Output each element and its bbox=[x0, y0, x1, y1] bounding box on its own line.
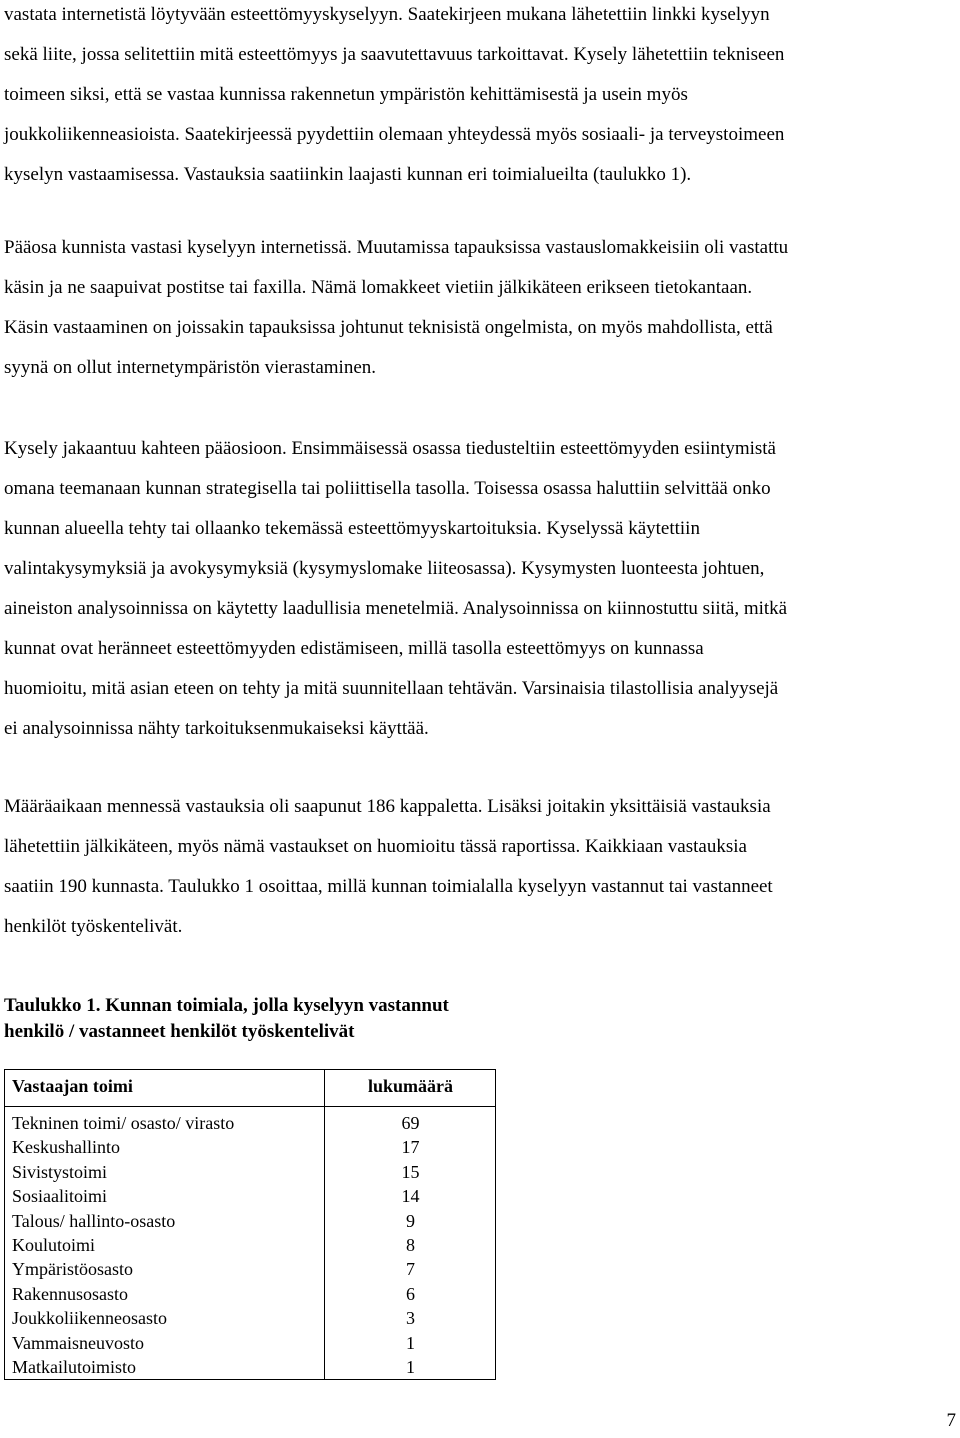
paragraph-line: Käsin vastaaminen on joissakin tapauksissa johtunut teknisistä ongelmista, on myös mahdollista, että bbox=[4, 317, 773, 338]
cell-count: 1 bbox=[406, 1332, 415, 1353]
paragraph-line: lähetettiin jälkikäteen, myös nämä vastaukset on huomioitu tässä raportissa. Kaikkiaan vastauksia bbox=[4, 836, 747, 857]
cell-count: 14 bbox=[401, 1186, 420, 1207]
table-row bbox=[5, 1257, 495, 1281]
cell-role: Joukkoliikenneosasto bbox=[12, 1308, 167, 1329]
paragraph-line: vastata internetistä löytyvään esteettömyyskyselyyn. Saatekirjeen mukana lähetettiin linkki kyselyyn bbox=[4, 4, 770, 25]
column-header-count: lukumäärä bbox=[367, 1076, 454, 1096]
table-row bbox=[5, 1135, 495, 1159]
cell-role: Matkailutoimisto bbox=[12, 1356, 136, 1377]
table-caption-line: henkilö / vastanneet henkilöt työskentelivät bbox=[4, 1021, 355, 1042]
paragraph-line: joukkoliikenneasioista. Saatekirjeessä pyydettiin olemaan yhteydessä myös sosiaali- ja terveystoimeen bbox=[4, 124, 785, 145]
table-row bbox=[5, 1306, 495, 1330]
paragraph-line: kunnat ovat heränneet esteettömyyden edistämiseen, millä tasolla esteettömyys on kunnassa bbox=[4, 638, 704, 659]
paragraph-line: ei analysoinnissa nähty tarkoituksenmukaiseksi käyttää. bbox=[4, 718, 429, 739]
data-table bbox=[4, 1069, 496, 1380]
paragraph-line: huomioitu, mitä asian eteen on tehty ja mitä suunnitellaan tehtävän. Varsinaisia tilastollisia analyysejä bbox=[4, 678, 779, 699]
cell-count: 7 bbox=[406, 1259, 415, 1280]
cell-count: 6 bbox=[406, 1283, 415, 1304]
paragraph-line: toimeen siksi, että se vastaa kunnissa rakennetun ympäristön kehittämisestä ja usein myös bbox=[4, 84, 688, 105]
cell-role: Sivistystoimi bbox=[12, 1161, 108, 1182]
cell-count: 1 bbox=[406, 1356, 415, 1377]
table-row bbox=[5, 1233, 495, 1257]
table-row bbox=[5, 1160, 495, 1184]
paragraph-4 bbox=[4, 787, 956, 947]
table-row bbox=[5, 1355, 495, 1379]
table-row bbox=[5, 1209, 495, 1233]
cell-role: Rakennusosasto bbox=[12, 1283, 128, 1304]
paragraph-line: henkilöt työskentelivät. bbox=[4, 916, 183, 937]
cell-role: Tekninen toimi/ osasto/ virasto bbox=[12, 1113, 235, 1133]
cell-count: 17 bbox=[401, 1137, 420, 1158]
paragraph-line: Kysely jakaantuu kahteen pääosioon. Ensimmäisessä osassa tiedusteltiin esteettömyyden esiintymistä bbox=[4, 438, 776, 459]
paragraph-3 bbox=[4, 429, 956, 749]
cell-role: Talous/ hallinto-osasto bbox=[12, 1210, 176, 1231]
paragraph-1 bbox=[4, 0, 956, 195]
column-header-role: Vastaajan toimi bbox=[12, 1076, 133, 1096]
cell-role: Ympäristöosasto bbox=[12, 1259, 133, 1280]
table-row bbox=[5, 1331, 495, 1355]
cell-count: 8 bbox=[406, 1234, 415, 1255]
cell-count: 9 bbox=[406, 1210, 415, 1231]
paragraph-line: saatiin 190 kunnasta. Taulukko 1 osoittaa, millä kunnan toimialalla kyselyyn vastannut tai vastanneet bbox=[4, 876, 773, 897]
table-caption bbox=[4, 993, 449, 1045]
table-header bbox=[5, 1070, 495, 1107]
cell-count: 3 bbox=[406, 1308, 415, 1329]
paragraph-line: kunnan alueella tehty tai ollaanko tekemässä esteettömyyskartoituksia. Kyselyssä käytettiin bbox=[4, 518, 700, 539]
paragraph-2 bbox=[4, 228, 956, 388]
paragraph-line: omana teemanaan kunnan strategisella tai poliittisella tasolla. Toisessa osassa haluttiin selvittää onko bbox=[4, 478, 771, 499]
cell-count: 15 bbox=[401, 1161, 420, 1182]
table-row bbox=[5, 1282, 495, 1306]
table-caption-line: Taulukko 1. Kunnan toimiala, jolla kyselyyn vastannut bbox=[4, 995, 449, 1016]
paragraph-line: käsin ja ne saapuivat postitse tai faxilla. Nämä lomakkeet vietiin jälkikäteen erikseen tietokantaan. bbox=[4, 277, 753, 298]
cell-role: Vammaisneuvosto bbox=[12, 1332, 144, 1353]
paragraph-line: valintakysymyksiä ja avokysymyksiä (kysymyslomake liiteosassa). Kysymysten luonteesta johtuen, bbox=[4, 558, 765, 579]
table-row bbox=[5, 1111, 495, 1135]
cell-count: 69 bbox=[401, 1113, 420, 1133]
paragraph-line: syynä on ollut internetympäristön vierastaminen. bbox=[4, 357, 377, 378]
paragraph-line: Määräaikaan mennessä vastauksia oli saapunut 186 kappaletta. Lisäksi joitakin yksittäisiä vastauksia bbox=[4, 796, 771, 817]
paragraph-line: aineiston analysoinnissa on käytetty laadullisia menetelmiä. Analysoinnissa on kiinnostuttu siitä, mitkä bbox=[4, 598, 788, 619]
cell-role: Koulutoimi bbox=[12, 1234, 96, 1255]
paragraph-line: Pääosa kunnista vastasi kyselyyn internetissä. Muutamissa tapauksissa vastauslomakkeisiin oli vastattu bbox=[4, 237, 789, 258]
cell-role: Keskushallinto bbox=[12, 1137, 120, 1158]
paragraph-line: sekä liite, jossa selitettiin mitä esteettömyys ja saavutettavuus tarkoittavat. Kysely lähetettiin tekniseen bbox=[4, 44, 785, 65]
paragraph-line: kyselyn vastaamisessa. Vastauksia saatiinkin laajasti kunnan eri toimialueilta (taulukko 1). bbox=[4, 164, 692, 185]
cell-role: Sosiaalitoimi bbox=[12, 1186, 108, 1207]
page-number: 7 bbox=[946, 1410, 956, 1431]
table-body bbox=[5, 1111, 495, 1379]
table-row bbox=[5, 1184, 495, 1208]
